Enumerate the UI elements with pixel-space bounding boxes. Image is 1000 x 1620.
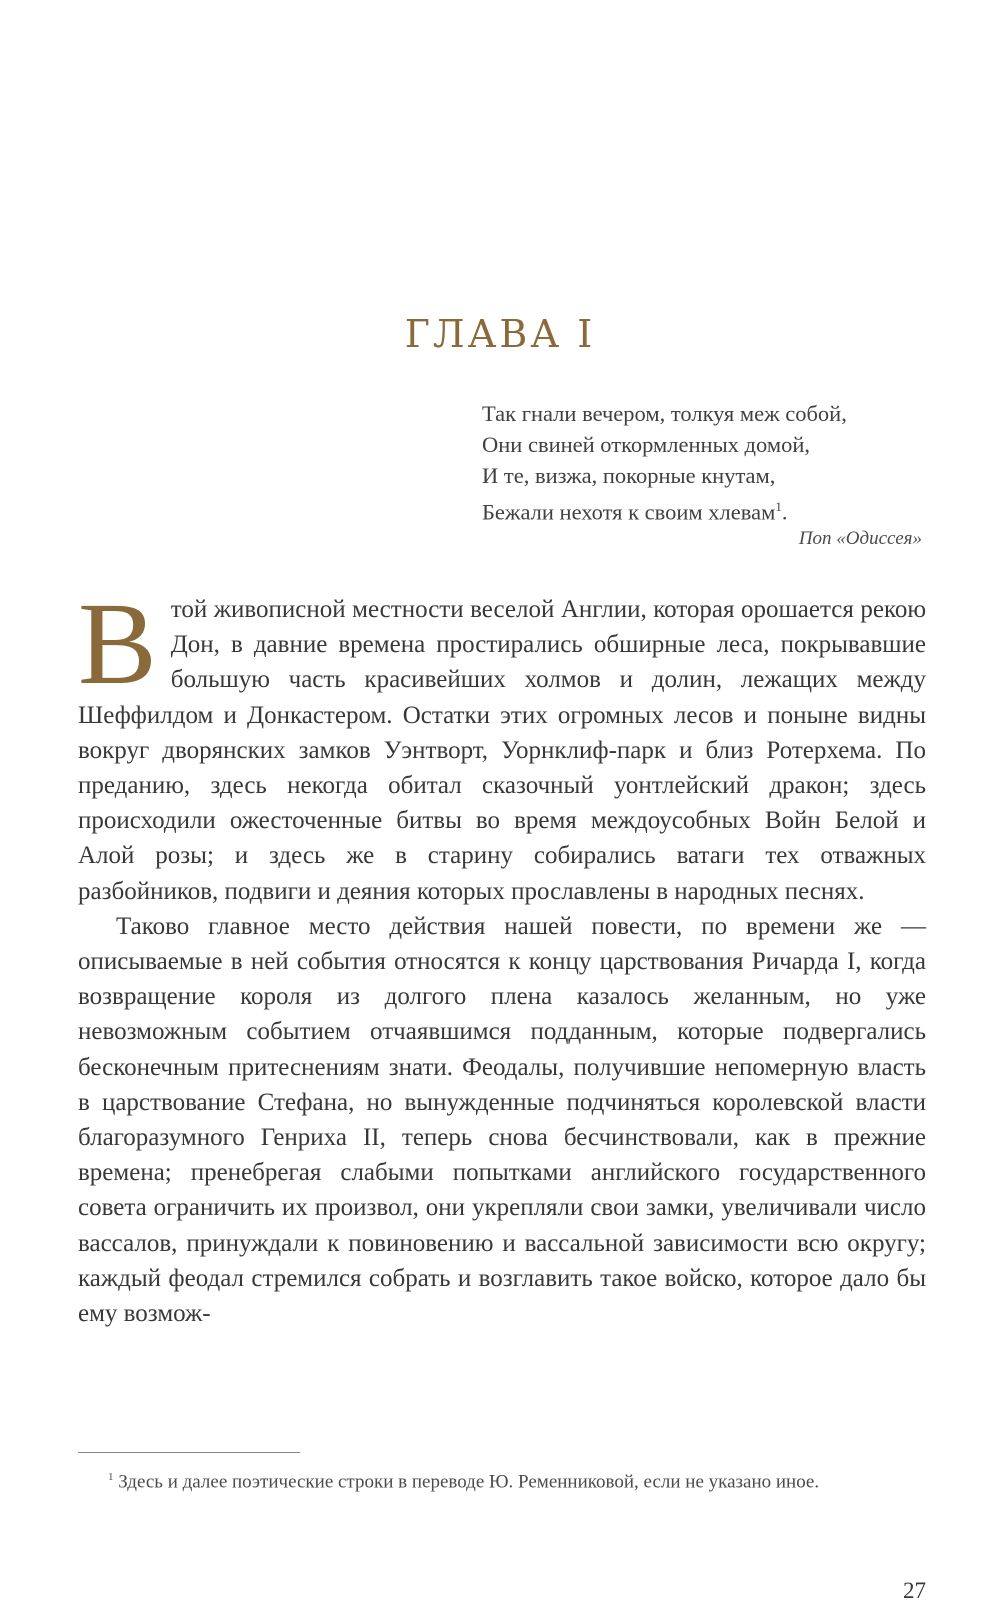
footnote-divider xyxy=(78,1452,300,1453)
page-number: 27 xyxy=(903,1578,926,1603)
paragraph-1-text: той живописной местности веселой Англии, которая орошается рекою Дон, в давние времена простирались обширные леса, покрывавшие большую часть красивейших холмов и долин, лежащих между Шеффилдом и Донкастером. Остатки этих огромных лесов и поныне видны вокруг дворянских замков Уэнтворт, Уорнклиф-парк и близ Ротерхема. По преданию, здесь некогда обитал сказочный уонтлейский дракон; здесь происходили ожесточенные битвы во время междоусобных Войн Белой и Алой розы; и здесь же в старину собирались ватаги тех отважных разбойников, подвиги и деяния которых прославлены в народных песнях. xyxy=(78,596,926,905)
epigraph-line: Так гнали вечером, толкуя меж собой, xyxy=(482,401,847,426)
epigraph xyxy=(482,398,926,528)
epigraph-line: Они свиней откормленных домой, xyxy=(482,432,810,457)
paragraph-1 xyxy=(78,578,926,909)
epigraph-line-last: Бежали нехотя к своим хлевам$^1$. xyxy=(482,499,788,525)
epigraph-source: Поп «Одиссея» xyxy=(798,528,922,549)
paragraph-2: Таково главное место действия нашей повести, по времени же — описываемые в ней события относятся к концу царствования Ричарда I, когда возвращение короля из долгого плена казалось желанным, но уже невозможным событием отчаявшимся подданным, которые подвергались бесконечным притеснениям знати. Феодалы, получившие непомерную власть в царствование Стефана, но вынужденные подчиняться королевской власти благоразумного Генриха II, теперь снова бесчинствовали, как в прежние времена; пренебрегая слабыми попытками английского государственного совета ограничить их произвол, они укрепляли свои замки, увеличивали число вассалов, принуждали к повиновению и вассальной зависимости всю округу; каждый феодал стремился собрать и возглавить такое войско, которое дало бы ему возмож- xyxy=(78,912,926,1328)
footnote-reference[interactable]: 1 xyxy=(775,499,782,514)
epigraph-line-text: Бежали нехотя к своим хлевам xyxy=(482,499,776,525)
footnote xyxy=(78,1462,926,1497)
footnote-text: Здесь и далее поэтические строки в переводе Ю. Ременниковой, если не указано иное. xyxy=(118,1471,820,1493)
footnote-marker: 1 xyxy=(108,1471,114,1483)
drop-cap: В xyxy=(78,578,157,709)
epigraph-line: И те, визжа, покорные кнутам, xyxy=(482,463,776,488)
main-text xyxy=(78,578,926,1331)
chapter-title: ГЛАВА I xyxy=(404,312,596,356)
